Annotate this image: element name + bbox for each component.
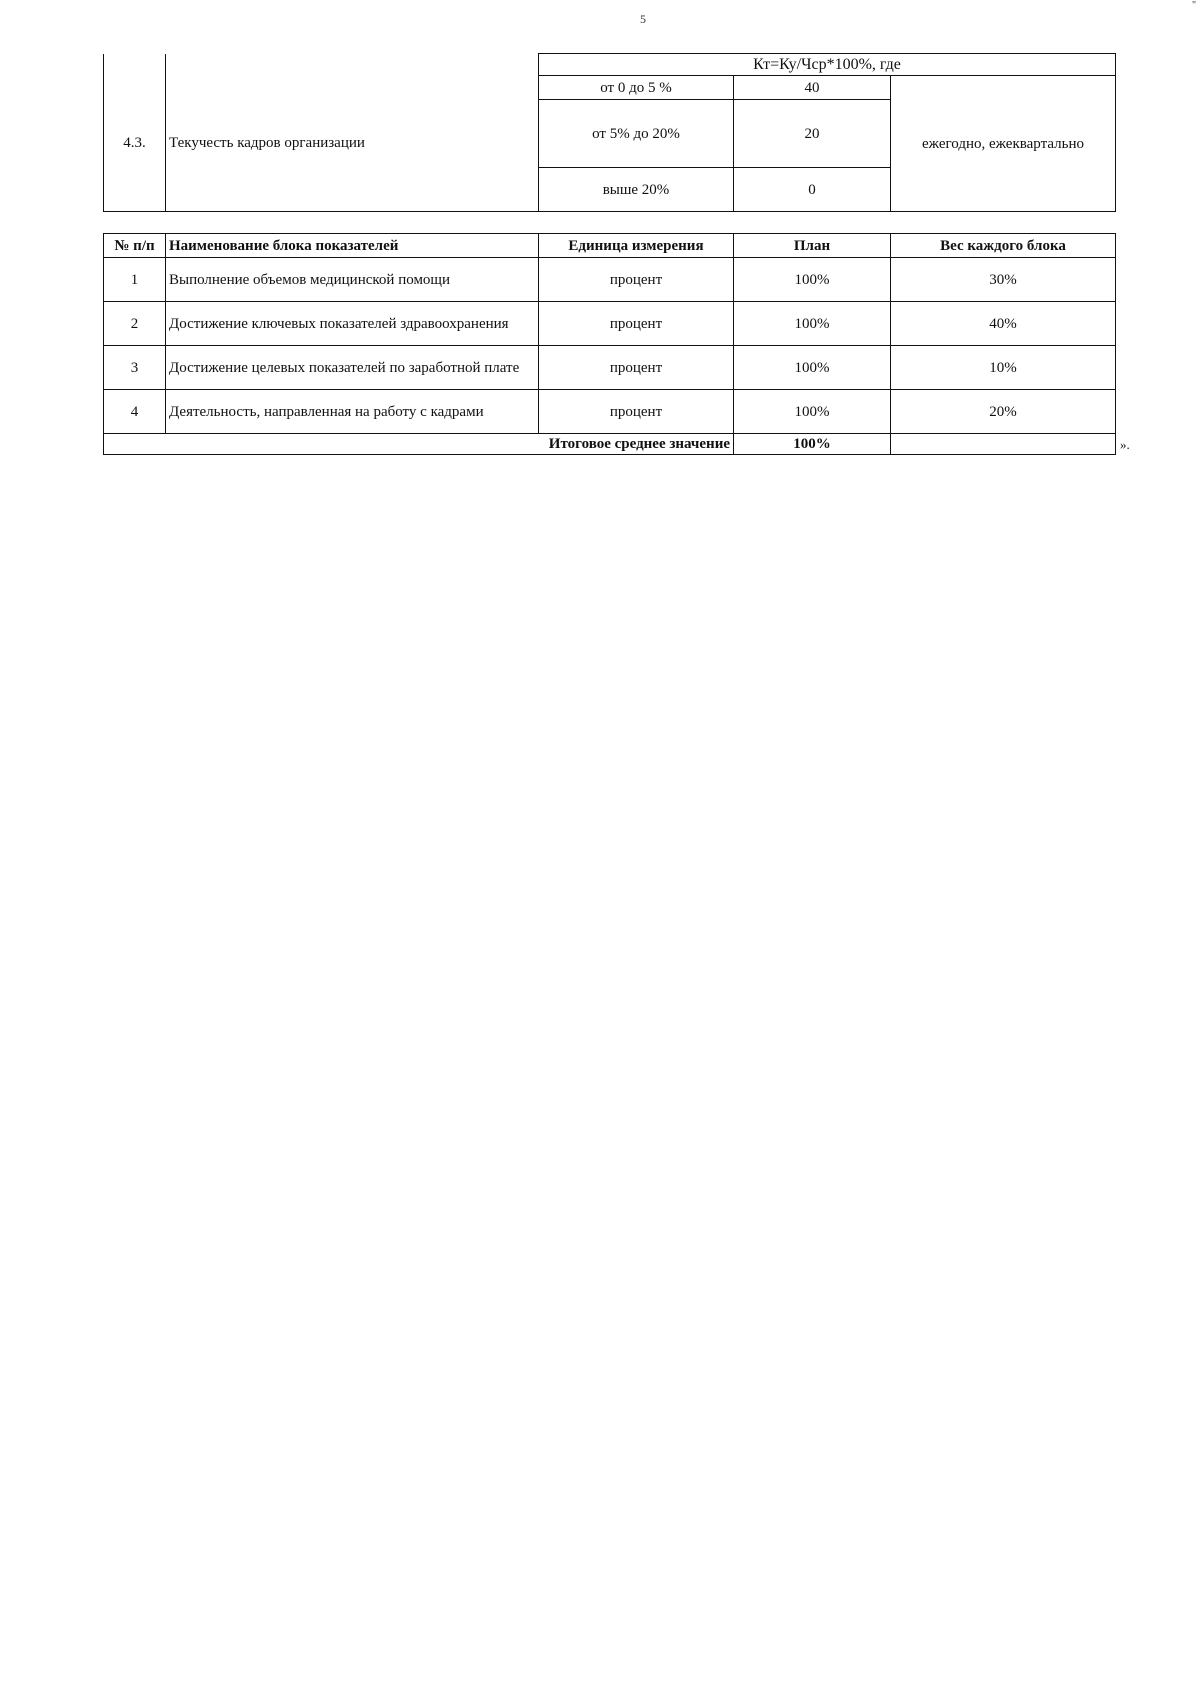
- weight-cell: 40%: [891, 302, 1116, 346]
- closing-quote: ».: [1120, 437, 1130, 452]
- range-cell: выше 20%: [539, 168, 734, 212]
- score-cell: 40: [734, 76, 891, 100]
- plan-cell: 100%: [734, 258, 891, 302]
- indicator-name-cell-top: [166, 54, 539, 76]
- weight-cell: 20%: [891, 390, 1116, 434]
- row-number: 3: [104, 346, 166, 390]
- total-row: [104, 434, 1116, 455]
- periodicity-cell: ежегодно, ежеквартально: [891, 76, 1116, 212]
- table-row: [104, 302, 1116, 346]
- total-weight-empty: [891, 434, 1116, 455]
- row-number: 4.3.: [104, 76, 166, 212]
- header-number: № п/п: [104, 234, 166, 258]
- row-number: 2: [104, 302, 166, 346]
- page-number-mark: 5: [640, 12, 646, 26]
- formula-cell: Кт=Ку/Чср*100%, где: [539, 54, 1116, 76]
- row-number: 1: [104, 258, 166, 302]
- block-name: Выполнение объемов медицинской помощи: [166, 258, 539, 302]
- turnover-indicator-table: [103, 53, 1116, 212]
- weight-cell: 30%: [891, 258, 1116, 302]
- header-weight: Вес каждого блока: [891, 234, 1116, 258]
- indicator-name: Текучесть кадров организации: [166, 76, 539, 212]
- total-plan: 100%: [734, 434, 891, 455]
- unit-cell: процент: [539, 346, 734, 390]
- header-name: Наименование блока показателей: [166, 234, 539, 258]
- row-number-cell-top: [104, 54, 166, 76]
- table-row: [104, 258, 1116, 302]
- range-cell: от 5% до 20%: [539, 100, 734, 168]
- score-cell: 0: [734, 168, 891, 212]
- block-name: Деятельность, направленная на работу с кадрами: [166, 390, 539, 434]
- indicator-blocks-table: [103, 233, 1116, 455]
- corner-mark: ": [1192, 0, 1197, 11]
- unit-cell: процент: [539, 302, 734, 346]
- header-plan: План: [734, 234, 891, 258]
- block-name: Достижение целевых показателей по заработной плате: [166, 346, 539, 390]
- score-cell: 20: [734, 100, 891, 168]
- weight-cell: 10%: [891, 346, 1116, 390]
- plan-cell: 100%: [734, 346, 891, 390]
- plan-cell: 100%: [734, 302, 891, 346]
- plan-cell: 100%: [734, 390, 891, 434]
- header-unit: Единица измерения: [539, 234, 734, 258]
- block-name: Достижение ключевых показателей здравоохранения: [166, 302, 539, 346]
- row-number: 4: [104, 390, 166, 434]
- table-row: [104, 346, 1116, 390]
- range-cell: от 0 до 5 %: [539, 76, 734, 100]
- table-row: [104, 390, 1116, 434]
- total-label: Итоговое среднее значение: [104, 434, 734, 455]
- unit-cell: процент: [539, 258, 734, 302]
- unit-cell: процент: [539, 390, 734, 434]
